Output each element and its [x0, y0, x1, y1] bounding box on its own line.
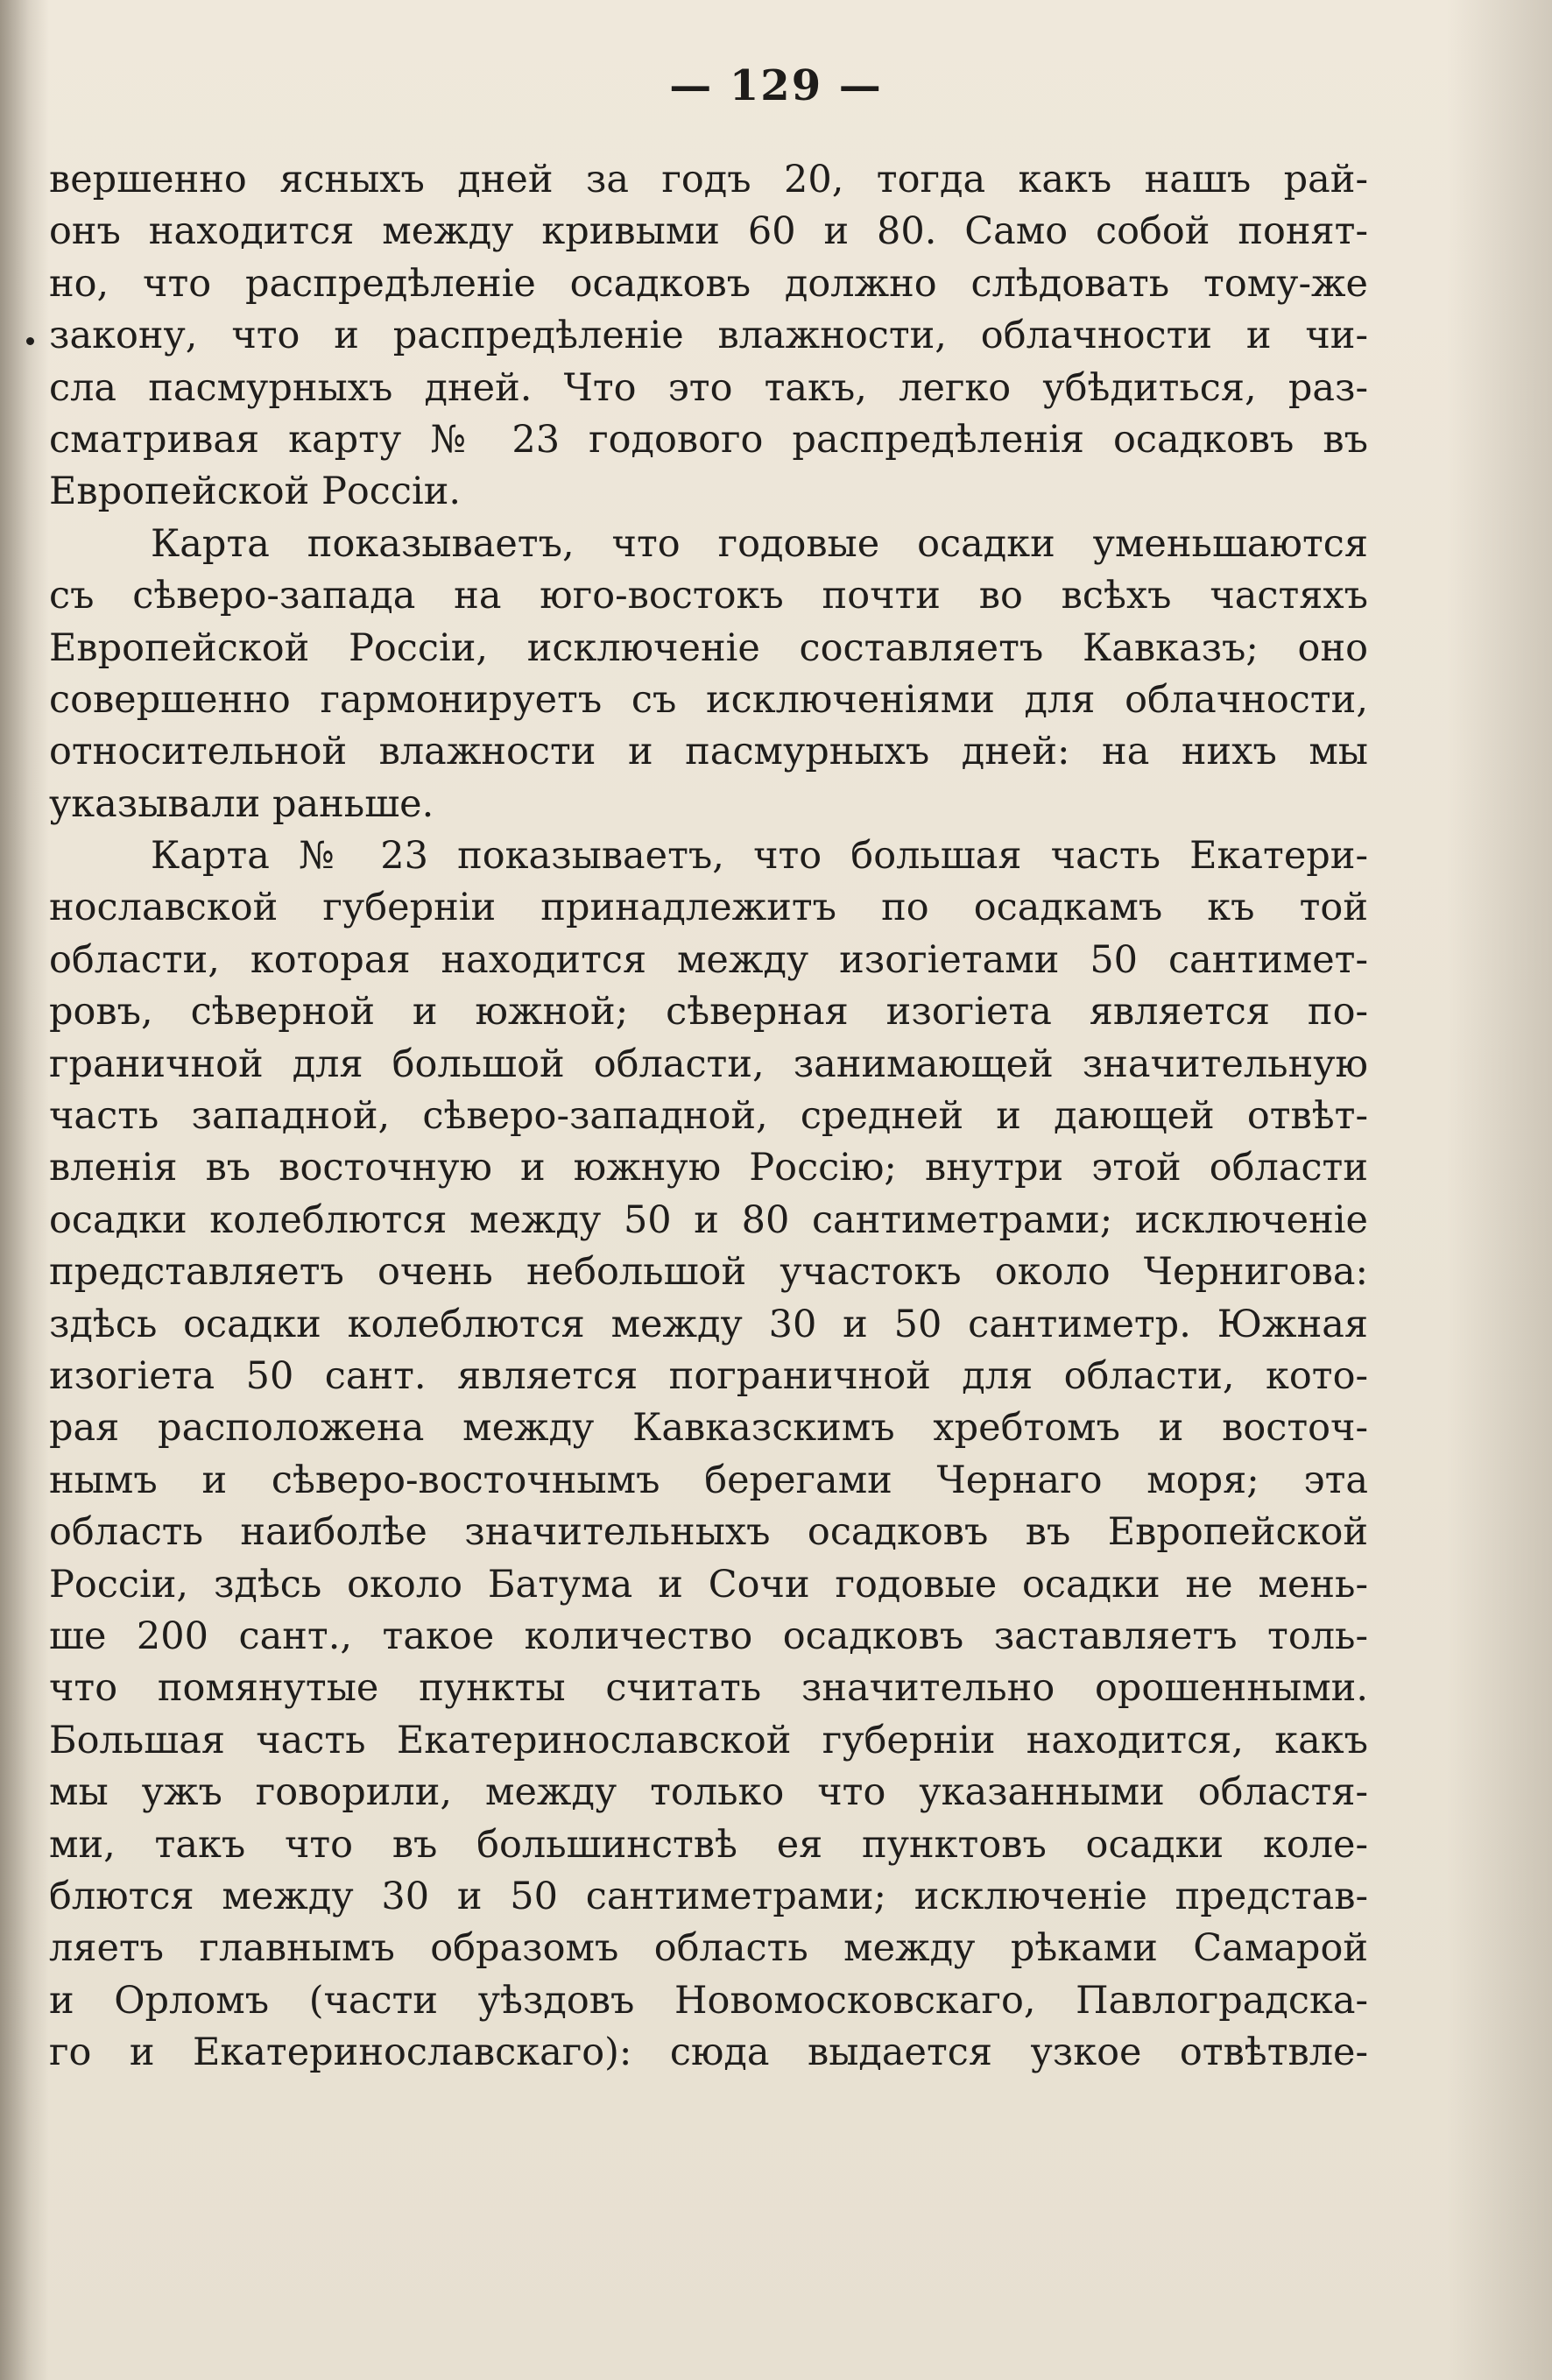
text-line: сла пасмурныхъ дней. Что это такъ, легко убѣдиться, раз- [49, 365, 1368, 410]
paragraph-first-line: Карта показываетъ, что годовые осадки уменьшаются [151, 521, 1368, 566]
text-line: и Орломъ (части уѣздовъ Новомосковскаго, Павлоградска- [49, 1978, 1368, 2023]
text-line: осадки колеблются между 50 и 80 сантиметрами; исключеніе [49, 1197, 1368, 1242]
text-line: изогіета 50 сант. является пограничной для области, кото- [49, 1353, 1368, 1398]
text-line: вленія въ восточную и южную Россію; внутри этой области [49, 1146, 1368, 1190]
page-number: — 129 — [669, 61, 883, 110]
text-line: нымъ и сѣверо-восточнымъ берегами Чернаго моря; эта [49, 1458, 1368, 1502]
body-text [49, 154, 1368, 2079]
text-line: ше 200 сант., такое количество осадковъ заставляетъ толь- [49, 1614, 1368, 1658]
text-line: часть западной, сѣверо-западной, средней и дающей отвѣт- [49, 1094, 1368, 1139]
text-line: закону, что и распредѣленіе влажности, облачности и чи- [49, 314, 1368, 358]
text-line: области, которая находится между изогіетами 50 сантимет- [49, 937, 1368, 982]
text-line: съ сѣверо-запада на юго-востокъ почти во всѣхъ частяхъ [49, 574, 1368, 618]
text-line: но, что распредѣленіе осадковъ должно слѣдовать тому-же [49, 261, 1368, 306]
margin-mark [26, 337, 34, 345]
text-line: вершенно ясныхъ дней за годъ 20, тогда какъ нашъ рай- [49, 158, 1368, 201]
text-line: ми, такъ что въ большинствѣ ея пунктовъ осадки коле- [49, 1822, 1368, 1867]
text-line: граничной для большой области, занимающей значительную [49, 1042, 1368, 1086]
text-line: мы ужъ говорили, между только что указанными областя- [49, 1770, 1368, 1815]
text-line: здѣсь осадки колеблются между 30 и 50 сантиметр. Южная [49, 1302, 1368, 1346]
text-line: представляетъ очень небольшой участокъ около Чернигова: [49, 1250, 1368, 1295]
edge-shadow [1447, 0, 1552, 2380]
text-line: Большая часть Екатеринославской губерніи находится, какъ [49, 1718, 1368, 1762]
text-line: онъ находится между кривыми 60 и 80. Само собой понят- [49, 209, 1368, 254]
text-line: область наиболѣе значительныхъ осадковъ въ Европейской [49, 1510, 1368, 1555]
text-line: сматривая карту № 23 годового распредѣленія осадковъ въ [49, 417, 1368, 462]
text-line: ровъ, сѣверной и южной; сѣверная изогіета является по- [49, 990, 1368, 1035]
text-line: рая расположена между Кавказскимъ хребтомъ и восточ- [49, 1406, 1368, 1451]
paragraph-end-line: Европейской Россіи. [49, 470, 462, 514]
text-line: го и Екатеринославскаго): сюда выдается узкое отвѣтвле- [49, 2030, 1368, 2075]
paragraph-first-line: Карта № 23 показываетъ, что большая часть Екатери- [151, 834, 1368, 879]
text-line: что помянутые пункты считать значительно орошенными. [49, 1666, 1368, 1711]
text-line: Россіи, здѣсь около Батума и Сочи годовые осадки не мень- [49, 1562, 1368, 1607]
paragraph-end-line: указывали раньше. [49, 781, 434, 826]
text-line: ляетъ главнымъ образомъ область между рѣками Самарой [49, 1926, 1368, 1971]
text-line: блются между 30 и 50 сантиметрами; исключеніе представ- [49, 1874, 1368, 1918]
text-line: нославской губерніи принадлежитъ по осадкамъ къ той [49, 886, 1368, 930]
binding-shadow [0, 0, 49, 2380]
text-line: Европейской Россіи, исключеніе составляетъ Кавказъ; оно [49, 625, 1368, 670]
text-line: относительной влажности и пасмурныхъ дней: на нихъ мы [49, 730, 1368, 774]
text-line: совершенно гармонируетъ съ исключеніями для облачности, [49, 677, 1368, 722]
